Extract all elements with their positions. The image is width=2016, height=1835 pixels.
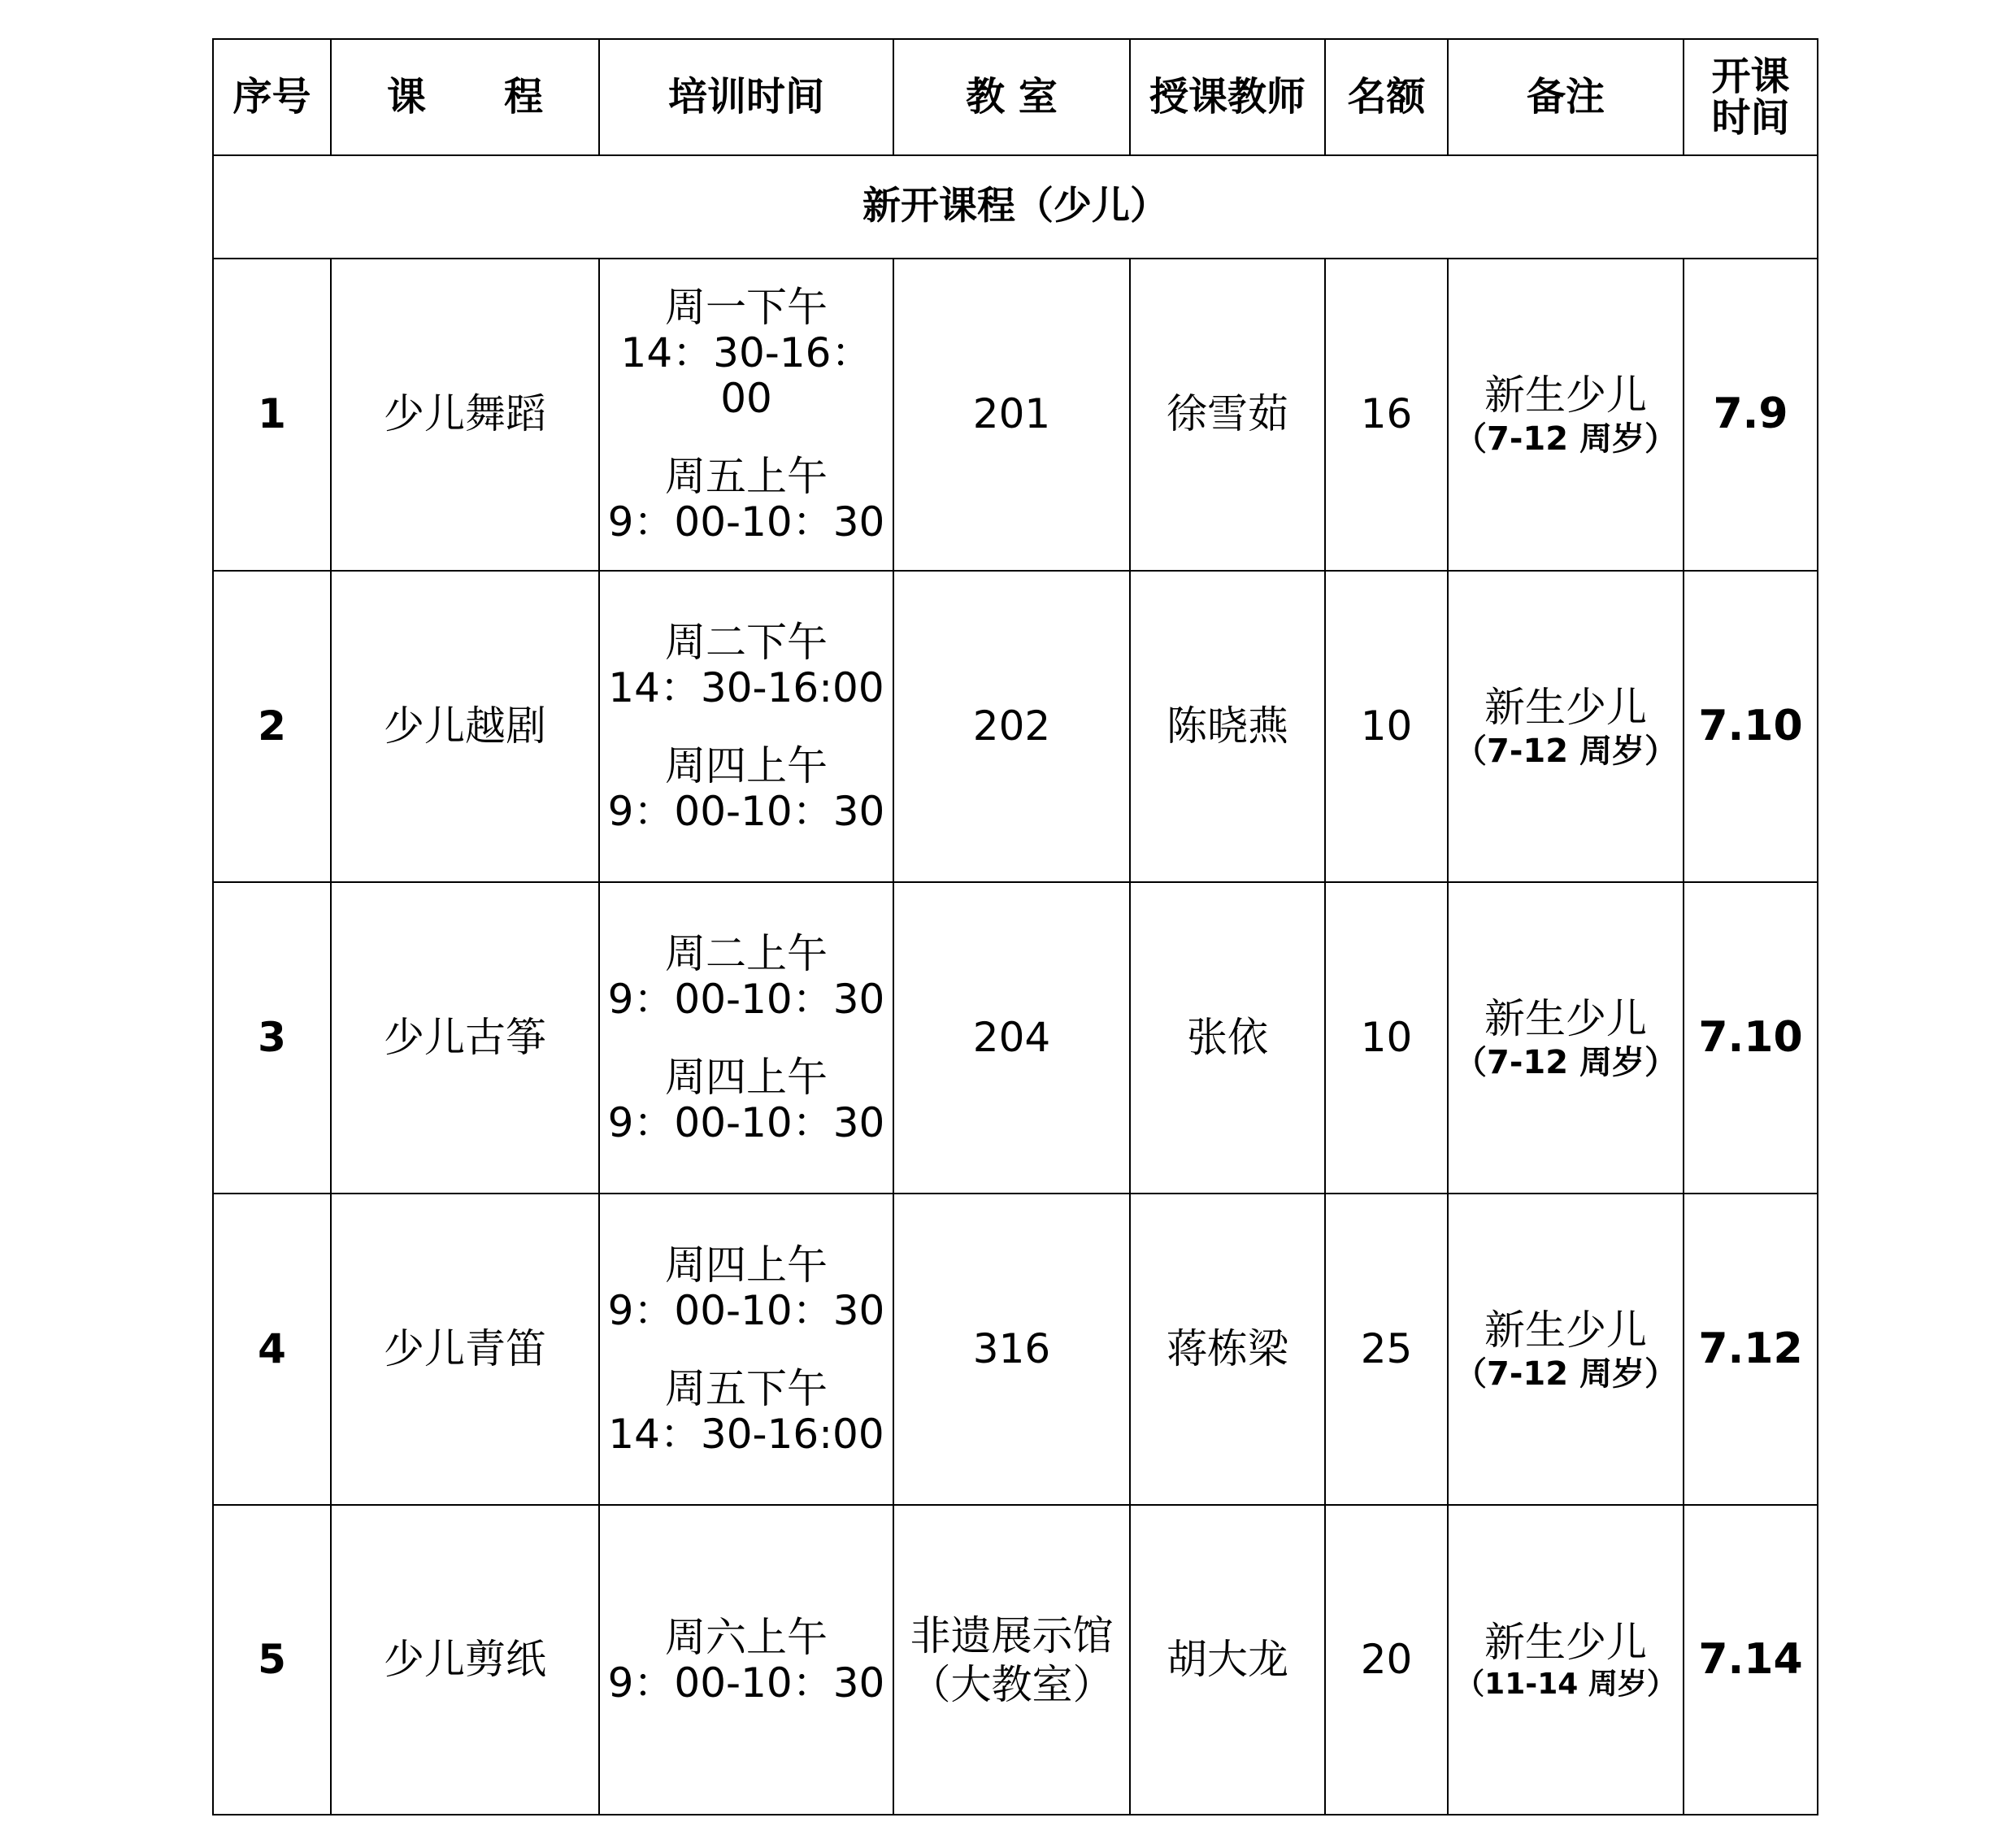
slot-time: 14：30-16：00 (620, 329, 872, 422)
header-seq: 序号 (213, 39, 331, 155)
row-start: 7.9 (1684, 259, 1818, 571)
room-line2: （大教室） (910, 1660, 1114, 1708)
time-slot (600, 1242, 893, 1333)
row-room: 202 (893, 571, 1130, 882)
header-note: 备注 (1448, 39, 1684, 155)
note-age: （7-12 周岁） (1453, 1043, 1678, 1081)
row-room: 204 (893, 882, 1130, 1194)
row-course: 少儿古筝 (331, 882, 599, 1194)
row-room: 201 (893, 259, 1130, 571)
header-row (213, 39, 1818, 155)
header-quota: 名额 (1325, 39, 1448, 155)
room-line1: 非遗展示馆 (910, 1611, 1114, 1659)
row-note (1448, 1194, 1684, 1505)
header-room: 教 室 (893, 39, 1130, 155)
row-time (599, 1505, 893, 1815)
row-course: 少儿舞蹈 (331, 259, 599, 571)
row-course: 少儿青笛 (331, 1194, 599, 1505)
header-course: 课 程 (331, 39, 599, 155)
time-slot (600, 1615, 893, 1706)
slot-day: 周二上午 (665, 929, 828, 977)
row-teacher: 张依 (1130, 882, 1325, 1194)
slot-day: 周一下午 (665, 284, 828, 331)
row-teacher: 陈晓燕 (1130, 571, 1325, 882)
slot-time: 9：00-10：30 (607, 975, 885, 1023)
row-note (1448, 571, 1684, 882)
header-start-line2: 时间 (1711, 94, 1790, 141)
time-slot (600, 620, 893, 711)
note-main: 新生少儿 (1484, 372, 1647, 419)
slot-day: 周五上午 (665, 453, 828, 500)
row-room: 316 (893, 1194, 1130, 1505)
row-time (599, 882, 893, 1194)
header-start-time (1684, 39, 1818, 155)
row-start: 7.12 (1684, 1194, 1818, 1505)
table-row (213, 259, 1818, 571)
row-teacher: 胡大龙 (1130, 1505, 1325, 1815)
row-quota: 10 (1325, 882, 1448, 1194)
slot-time: 9：00-10：30 (607, 1098, 885, 1146)
row-course: 少儿越剧 (331, 571, 599, 882)
row-quota: 16 (1325, 259, 1448, 571)
slot-day: 周四上午 (665, 1053, 828, 1101)
note-age: （7-12 周岁） (1453, 420, 1678, 458)
row-start: 7.10 (1684, 571, 1818, 882)
slot-time: 9：00-10：30 (607, 1286, 885, 1334)
header-time: 培训时间 (599, 39, 893, 155)
row-seq: 4 (213, 1194, 331, 1505)
row-quota: 25 (1325, 1194, 1448, 1505)
table-row (213, 571, 1818, 882)
time-slot (600, 285, 893, 421)
row-seq: 2 (213, 571, 331, 882)
row-time (599, 571, 893, 882)
slot-day: 周二下午 (665, 618, 828, 666)
time-slot (600, 1366, 893, 1457)
slot-time: 9：00-10：30 (607, 498, 885, 546)
row-note (1448, 259, 1684, 571)
header-start-line1: 开课 (1711, 54, 1790, 100)
section-row (213, 155, 1818, 259)
row-seq: 1 (213, 259, 331, 571)
row-start: 7.14 (1684, 1505, 1818, 1815)
section-title: 新开课程（少儿） (213, 155, 1818, 259)
slot-time: 9：00-10：30 (607, 1659, 885, 1707)
row-note (1448, 882, 1684, 1194)
time-slot (600, 454, 893, 545)
course-schedule-table (212, 38, 1818, 1815)
row-room (893, 1505, 1130, 1815)
note-age: （7-12 周岁） (1453, 732, 1678, 770)
note-age: （7-12 周岁） (1453, 1355, 1678, 1393)
note-main: 新生少儿 (1484, 1618, 1647, 1666)
table-row (213, 1505, 1818, 1815)
slot-time: 14：30-16:00 (608, 1410, 884, 1458)
time-slot (600, 931, 893, 1022)
row-quota: 10 (1325, 571, 1448, 882)
time-slot (600, 743, 893, 834)
note-main: 新生少儿 (1484, 683, 1647, 731)
row-teacher: 徐雪茹 (1130, 259, 1325, 571)
note-main: 新生少儿 (1484, 1306, 1647, 1354)
row-time (599, 1194, 893, 1505)
row-start: 7.10 (1684, 882, 1818, 1194)
slot-day: 周六上午 (665, 1613, 828, 1661)
slot-time: 14：30-16:00 (608, 663, 884, 711)
slot-day: 周四上午 (665, 1241, 828, 1289)
row-seq: 5 (213, 1505, 331, 1815)
note-age: （11-14 周岁） (1455, 1667, 1676, 1701)
slot-time: 9：00-10：30 (607, 787, 885, 835)
row-time (599, 259, 893, 571)
row-note (1448, 1505, 1684, 1815)
row-seq: 3 (213, 882, 331, 1194)
course-schedule-sheet (212, 38, 1817, 1814)
time-slot (600, 1054, 893, 1146)
row-teacher: 蒋栋梁 (1130, 1194, 1325, 1505)
slot-day: 周四上午 (665, 741, 828, 789)
table-row (213, 1194, 1818, 1505)
row-course: 少儿剪纸 (331, 1505, 599, 1815)
row-quota: 20 (1325, 1505, 1448, 1815)
slot-day: 周五下午 (665, 1364, 828, 1412)
note-main: 新生少儿 (1484, 994, 1647, 1042)
header-teacher: 授课教师 (1130, 39, 1325, 155)
table-row (213, 882, 1818, 1194)
